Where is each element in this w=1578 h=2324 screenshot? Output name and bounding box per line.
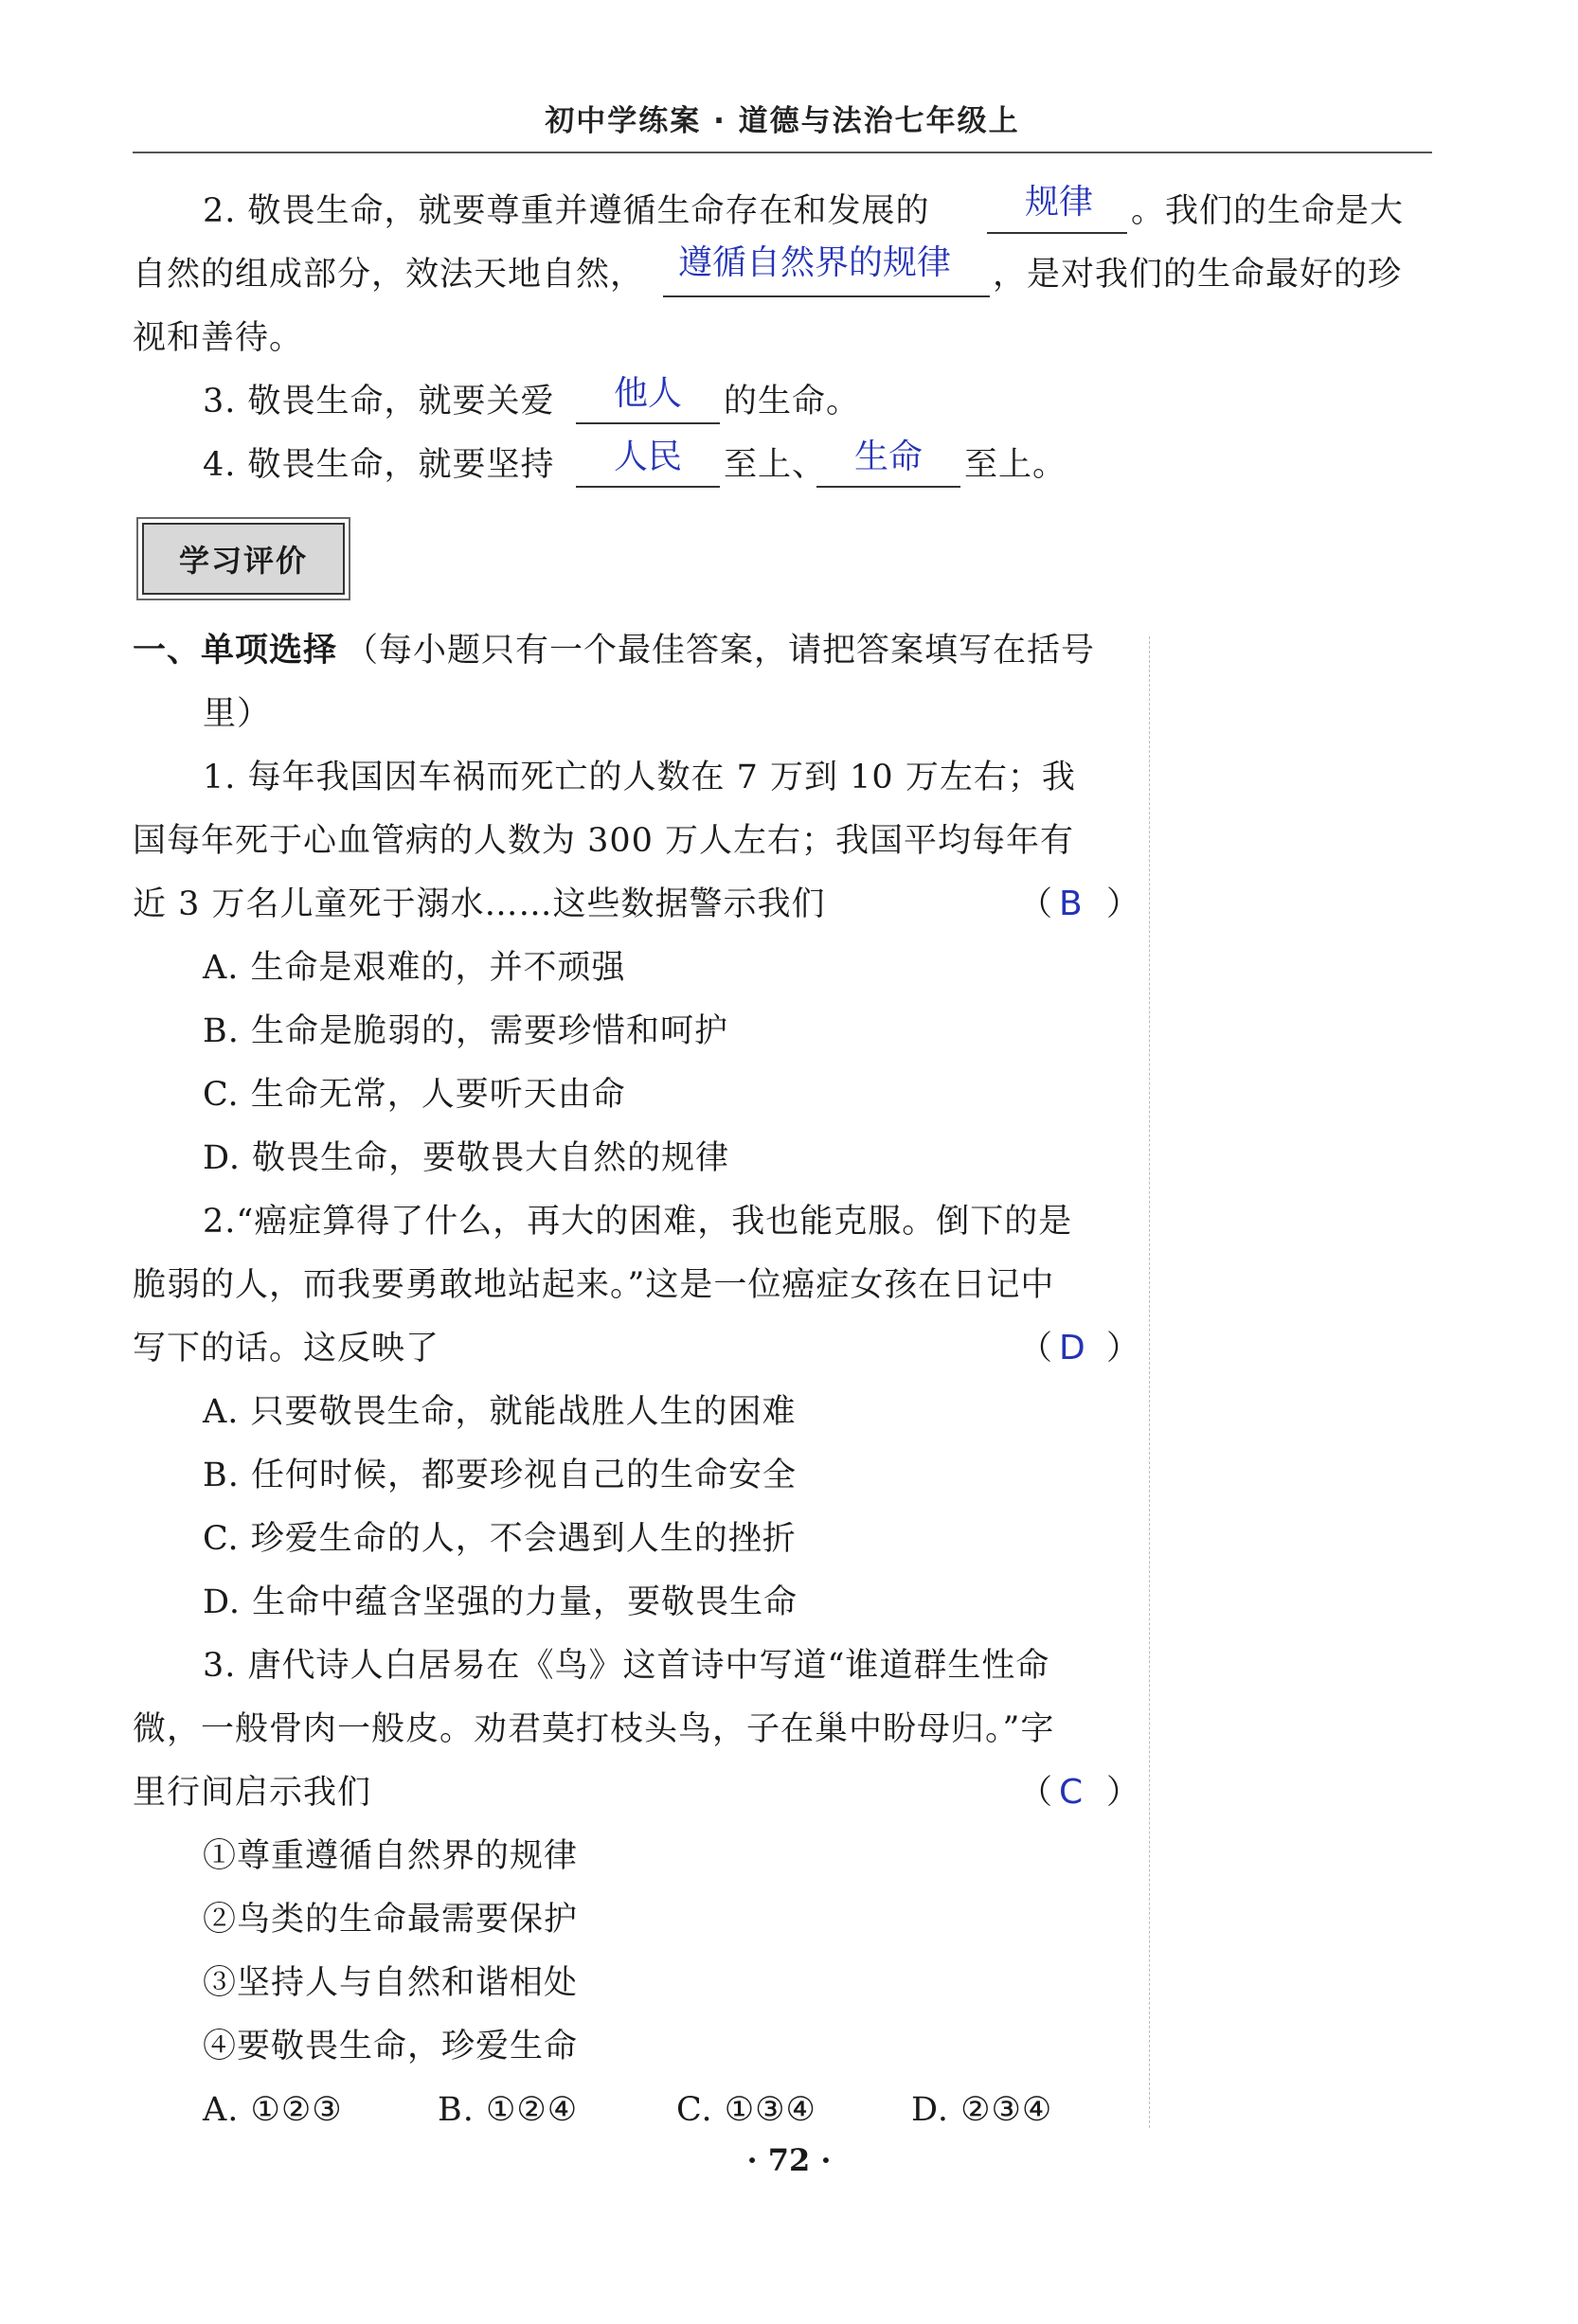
- fill-q2-line3: 视和善待。: [133, 319, 304, 357]
- q1-line2: 国每年死于心血管病的人数为 300 万人左右；我国平均每年有: [133, 822, 1075, 860]
- q3-line1: 3. 唐代诗人白居易在《鸟》这首诗中写道“谁道群生性命: [203, 1647, 1050, 1685]
- fill-q3-b: 的生命。: [724, 383, 861, 420]
- fill-q2-line1b: 。我们的生命是大: [1131, 192, 1405, 230]
- q2-option-d: D. 生命中蕴含坚强的力量，要敬畏生命: [203, 1583, 798, 1621]
- q1-paren-open: （: [1019, 885, 1053, 923]
- answer-renmin: 人民: [614, 438, 683, 476]
- column-divider: [1149, 636, 1150, 2128]
- q2-option-b: B. 任何时候，都要珍视自己的生命安全: [203, 1457, 797, 1494]
- fill-blank-renmin: [576, 486, 720, 488]
- q3-line3: 里行间启示我们: [133, 1774, 372, 1812]
- q3-option-c: C. ①③④: [676, 2091, 816, 2129]
- q1-line3: 近 3 万名儿童死于溺水……这些数据警示我们: [133, 885, 826, 923]
- fill-q3-a: 3. 敬畏生命，就要关爱: [203, 383, 555, 420]
- fill-q2-line1a: 2. 敬畏生命，就要尊重并遵循生命存在和发展的: [203, 192, 930, 230]
- q1-option-a: A. 生命是艰难的，并不顽强: [203, 949, 626, 987]
- answer-guilv: 规律: [1025, 183, 1094, 222]
- section-title: 一、单项选择: [133, 632, 338, 670]
- q3-statement-1: ①尊重遵循自然界的规律: [203, 1837, 579, 1875]
- answer-taren: 他人: [614, 374, 683, 413]
- answer-shengming: 生命: [854, 438, 923, 476]
- section-badge: 学习评价: [142, 523, 345, 595]
- q3-option-d: D. ②③④: [911, 2091, 1053, 2129]
- q1-line1: 1. 每年我国因车祸而死亡的人数在 7 万到 10 万左右；我: [203, 759, 1076, 796]
- q3-statement-4: ④要敬畏生命，珍爱生命: [203, 2028, 579, 2065]
- q3-statement-2: ②鸟类的生命最需要保护: [203, 1901, 579, 1939]
- q2-answer: D: [1059, 1329, 1085, 1368]
- q1-option-b: B. 生命是脆弱的，需要珍惜和呵护: [203, 1012, 728, 1050]
- section-instruction-cont: 里）: [203, 695, 272, 733]
- fill-blank-shengming: [816, 486, 960, 488]
- fill-q4-c: 至上。: [964, 446, 1067, 484]
- q3-answer: C: [1059, 1773, 1084, 1812]
- fill-blank-guilv: [987, 232, 1127, 234]
- q3-paren-close: ）: [1106, 1774, 1140, 1812]
- q2-option-c: C. 珍爱生命的人，不会遇到人生的挫折: [203, 1520, 797, 1558]
- q2-line3: 写下的话。这反映了: [133, 1330, 440, 1368]
- fill-q2-line2b: ，是对我们的生命最好的珍: [993, 256, 1403, 294]
- q1-answer: B: [1059, 885, 1083, 923]
- q2-paren-open: （: [1019, 1330, 1053, 1368]
- q3-option-b: B. ①②④: [438, 2091, 579, 2129]
- q1-option-d: D. 敬畏生命，要敬畏大自然的规律: [203, 1139, 730, 1177]
- fill-blank-zunxun: [663, 295, 990, 297]
- page-number: · 72 ·: [746, 2142, 832, 2178]
- header-divider: [133, 152, 1432, 153]
- q2-line2: 脆弱的人，而我要勇敢地站起来。”这是一位癌症女孩在日记中: [133, 1266, 1055, 1304]
- page-header: 初中学练案 · 道德与法治七年级上: [545, 104, 1020, 138]
- q1-paren-close: ）: [1106, 885, 1140, 923]
- q2-option-a: A. 只要敬畏生命，就能战胜人生的困难: [203, 1393, 797, 1431]
- q1-option-c: C. 生命无常，人要听天由命: [203, 1076, 626, 1114]
- q2-paren-close: ）: [1106, 1330, 1140, 1368]
- section-instruction: （每小题只有一个最佳答案，请把答案填写在括号: [345, 632, 1096, 670]
- fill-q2-line2a: 自然的组成部分，效法天地自然，: [133, 256, 645, 294]
- fill-blank-taren: [576, 422, 720, 424]
- q3-statement-3: ③坚持人与自然和谐相处: [203, 1964, 579, 2002]
- q2-line1: 2.“癌症算得了什么，再大的困难，我也能克服。倒下的是: [203, 1203, 1073, 1241]
- fill-q4-b: 至上、: [724, 446, 827, 484]
- q3-option-a: A. ①②③: [203, 2091, 343, 2129]
- fill-q4-a: 4. 敬畏生命，就要坚持: [203, 446, 555, 484]
- q3-line2: 微，一般骨肉一般皮。劝君莫打枝头鸟，子在巢中盼母归。”字: [133, 1710, 1055, 1748]
- q3-paren-open: （: [1019, 1774, 1053, 1812]
- answer-zunxun: 遵循自然界的规律: [678, 243, 952, 282]
